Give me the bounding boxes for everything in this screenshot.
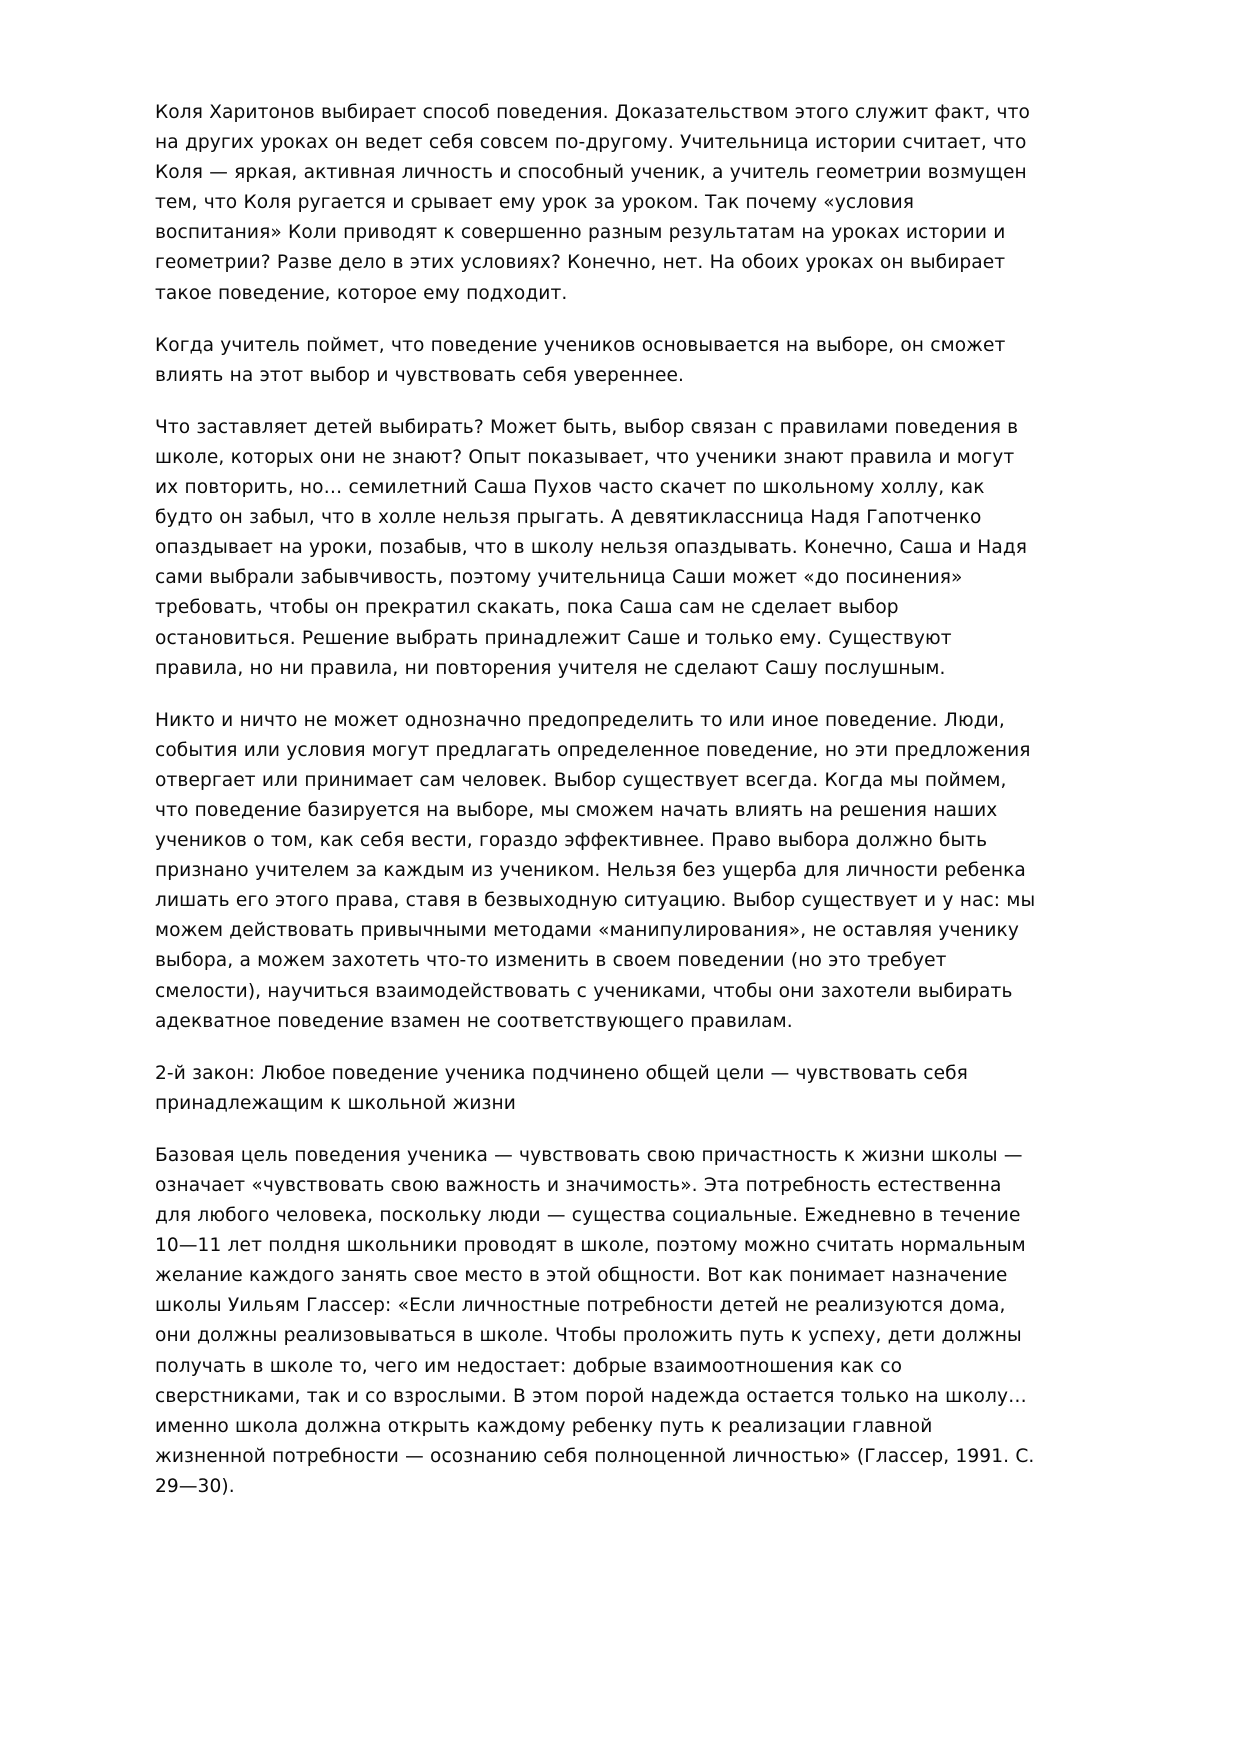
paragraph-what-makes-children-choose: Что заставляет детей выбирать? Может быть, выбор связан с правилами поведения в школе, которых они не знают? Опыт показывает, что ученики знают правила и могут их повторить, но… семилетний Саша Пухов часто скачет по школьному холлу, как будто он забыл, что в холле нельзя прыгать. А девятиклассница Надя Гапотченко опаздывает на уроки, позабыв, что в школу нельзя опаздывать. Конечно, Саша и Надя сами выбрали забывчивость, поэтому учительница Саши может «до посинения» требовать, чтобы он прекратил скакать, пока Саша сам не сделает выбор остановиться. Решение выбрать принадлежит Саше и только ему. Существуют правила, но ни правила, ни повторения учителя не сделают Сашу послушным.	[155, 416, 1028, 679]
paragraph-basic-goal-glasser: Базовая цель поведения ученика — чувствовать свою причастность к жизни школы — означает «чувствовать свою важность и значимость». Эта потребность естественна для любого человека, поскольку люди — существа социальные. Ежедневно в течение 10—11 лет полдня школьники проводят в школе, поэтому можно считать нормальным желание каждого занять свое место в этой общности. Вот как понимает назначение школы Уильям Глассер: «Если личностные потребности детей не реализуются дома, они должны реализовываться в школе. Чтобы проложить путь к успеху, дети должны получать в школе то, чего им недостает: добрые взаимоотношения как со сверстниками, так и со взрослыми. В этом порой надежда остается только на школу… именно школа должна открыть каждому ребенку путь к реализации главной жизненной потребности — осознанию себя полноценной личностью» (Глассер, 1991. С. 29—30).	[155, 1144, 1035, 1497]
document-text-body	[155, 98, 1036, 1502]
paragraph-kolya-haritonov: Коля Харитонов выбирает способ поведения. Доказательством этого служит факт, что на других уроках он ведет себя совсем по-другому. Учительница истории считает, что Коля — яркая, активная личность и способный ученик, а учитель геометрии возмущен тем, что Коля ругается и срывает ему урок за уроком. Так почему «условия воспитания» Коли приводят к совершенно разным результатам на уроках истории и геометрии? Разве дело в этих условиях? Конечно, нет. На обоих уроках он выбирает такое поведение, которое ему подходит.	[155, 102, 1030, 304]
paragraph-teacher-understanding: Когда учитель поймет, что поведение учеников основывается на выборе, он сможет влиять на этот выбор и чувствовать себя увереннее.	[155, 334, 1006, 386]
paragraph-nobody-can-predetermine: Никто и ничто не может однозначно предопределить то или иное поведение. Люди, события или условия могут предлагать определенное поведение, но эти предложения отвергает или принимает сам человек. Выбор существует всегда. Когда мы поймем, что поведение базируется на выборе, мы сможем начать влиять на решения наших учеников о том, как себя вести, гораздо эффективнее. Право выбора должно быть признано учителем за каждым из учеником. Нельзя без ущерба для личности ребенка лишать его этого права, ставя в безвыходную ситуацию. Выбор существует и у нас: мы можем действовать привычными методами «манипулирования», не оставляя ученику выбора, а можем захотеть что-то изменить в своем поведении (но это требует смелости), научиться взаимодействовать с учениками, чтобы они захотели выбирать адекватное поведение взамен не соответствующего правилам.	[155, 709, 1036, 1032]
paragraph-second-law-heading: 2-й закон: Любое поведение ученика подчинено общей цели — чувствовать себя принадлежащим к школьной жизни	[155, 1062, 968, 1114]
